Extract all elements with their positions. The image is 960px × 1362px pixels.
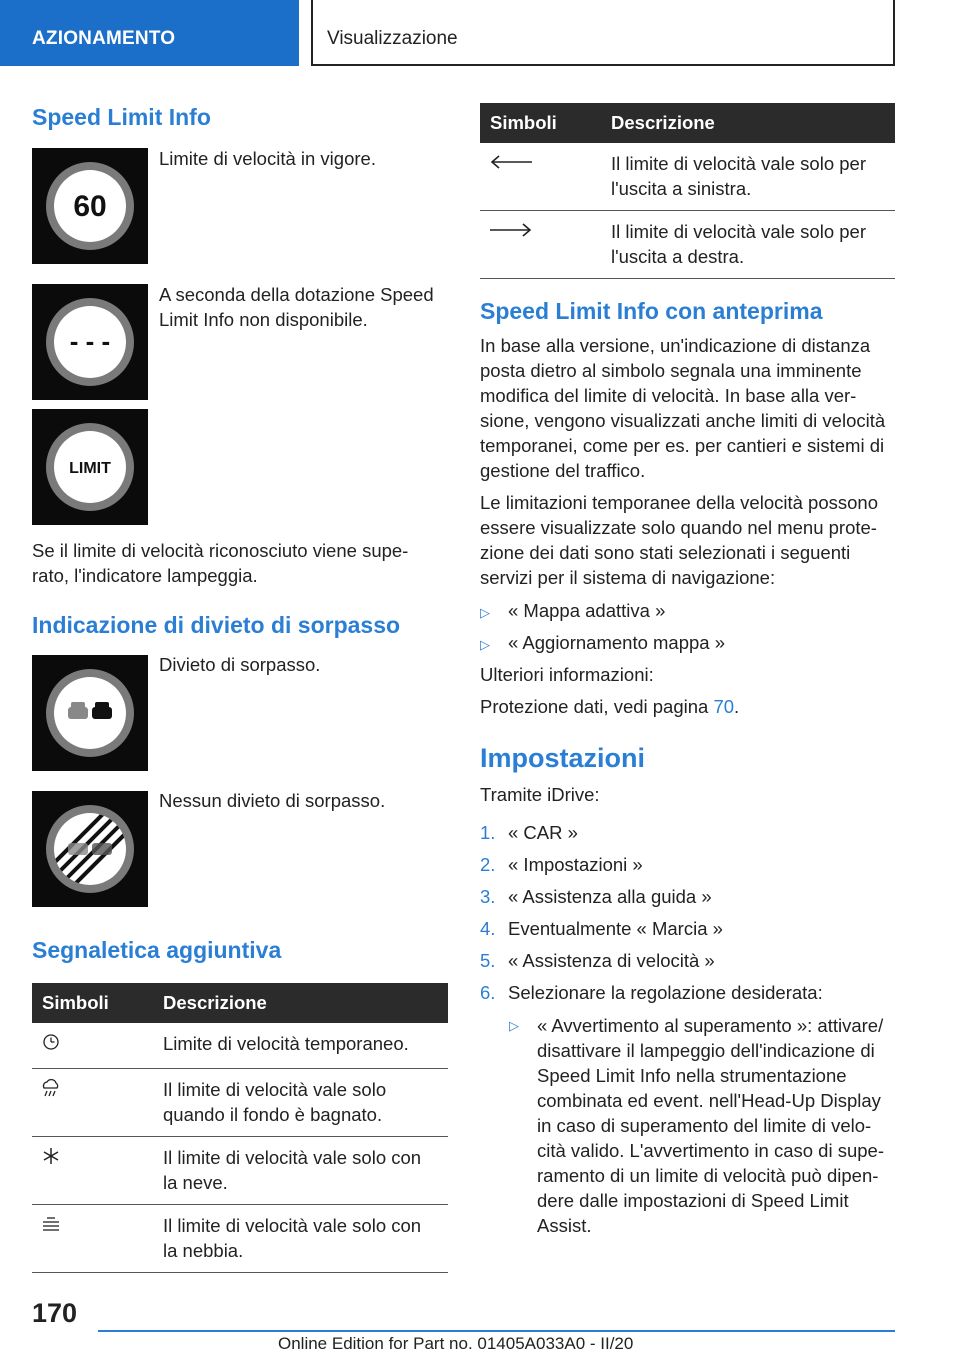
additional-signs-table [32,983,448,1273]
limit-flash-sign-image [32,409,148,525]
step-number: 4. [480,918,496,939]
table-header-description: Descrizione [601,103,895,143]
list-item [480,630,725,657]
bullet-text: « Aggiornamento mappa » [508,632,726,653]
row-description-line2: l'uscita a sinistra. [611,178,752,199]
step-item [480,948,715,973]
sign-dashes-value: - - - [69,326,111,356]
end-no-overtaking-sign-image [32,791,148,907]
text-line: cità valido. L'avvertimento in caso di supe- [537,1140,884,1161]
sign2-description [159,282,434,332]
sign2-description-line1: A seconda della dotazione Speed [159,284,434,305]
text-line: dere dalle impostazioni di Speed Limit [537,1190,849,1211]
page-70-link[interactable]: 70 [713,696,735,717]
text-line: posta dietro al simbolo segnala una imminente [480,360,862,381]
table-header-symbols: Simboli [480,103,601,143]
flash-line2: rato, l'indicatore lampeggia. [32,565,258,586]
step-text: « Impostazioni » [508,854,643,875]
step-number: 1. [480,822,496,843]
sign2-description-line2: Limit Info non disponibile. [159,309,368,330]
privacy-reference [480,694,739,719]
row-description-line1: Il limite di velocità vale solo per [611,221,866,242]
table-row [32,1069,448,1137]
additional-signs-heading: Segnaletica aggiuntiva [32,937,282,963]
step-item [480,916,723,941]
rain-cloud-icon [38,1077,64,1099]
text-line: sione, vengono visualizzati anche limiti di velocità [480,410,886,431]
page-number: 170 [32,1298,78,1328]
privacy-end: . [734,696,740,717]
step-number: 3. [480,886,496,907]
speed-limit-unavailable-sign-image [32,284,148,400]
fog-icon [38,1213,64,1235]
overtaking-heading: Indicazione di divieto di sorpasso [32,612,401,638]
text-line: In base alla versione, un'indicazione di distanza [480,335,871,356]
exit-signs-table [480,103,895,279]
row-description-line2: quando il fondo è bagnato. [163,1104,383,1125]
table-row [480,211,895,279]
privacy-text: Protezione dati, vedi pagina [480,696,714,717]
table-row [480,143,895,211]
step-text: « CAR » [508,822,578,843]
sign1-description: Limite di velocità in vigore. [159,148,376,169]
text-line: disattivare il lampeggio dell'indicazione di [537,1040,875,1061]
row-description-line1: Il limite di velocità vale solo [163,1079,387,1100]
row-description-line2: la neve. [163,1172,228,1193]
footer-divider [98,1330,895,1332]
text-line: servizi per il sistema di navigazione: [480,567,776,588]
bullet-triangle-icon: ▷ [480,637,490,652]
text-line: temporanei, come per es. per cantieri e sistemi di [480,435,885,456]
flash-paragraph [32,538,408,588]
car-right-icon [92,702,112,719]
text-line: gestione del traffico. [480,460,646,481]
step-number: 2. [480,854,496,875]
step-number: 5. [480,950,496,971]
preview-paragraph-2 [480,490,878,590]
row-description-line2: la nebbia. [163,1240,244,1261]
clock-icon [38,1031,64,1053]
step-item [480,820,578,845]
step-item [480,980,823,1005]
sub-bullet-text [537,1013,884,1238]
arrow-left-icon [486,151,536,173]
text-line: Assist. [537,1215,592,1236]
step-item [480,852,643,877]
page-title: Visualizzazione [311,0,895,66]
row-description-line2: l'uscita a destra. [611,246,745,267]
row-description-line1: Il limite di velocità vale solo per [611,153,866,174]
table-row [32,1205,448,1273]
end-no-overtaking-description: Nessun divieto di sorpasso. [159,790,386,811]
preview-paragraph-1 [480,333,885,483]
text-line: « Avvertimento al superamento »: attivare/ [537,1015,884,1036]
text-line: combinata ed event. nell'Head-Up Display [537,1090,881,1111]
bullet-text: « Mappa adattiva » [508,600,666,621]
preview-heading: Speed Limit Info con anteprima [480,298,823,324]
sign-limit-value: LIMIT [69,460,111,477]
step-text: Eventualmente « Marcia » [508,918,723,939]
flash-line1: Se il limite di velocità riconosciuto viene supe- [32,540,409,561]
text-line: Le limitazioni temporanee della velocità possono [480,492,878,513]
table-header-symbols: Simboli [32,983,153,1023]
step-number: 6. [480,982,496,1003]
bullet-triangle-icon: ▷ [509,1018,519,1033]
step-text: « Assistenza di velocità » [508,950,715,971]
no-overtaking-sign-image [32,655,148,771]
row-description: Limite di velocità temporaneo. [163,1033,409,1054]
text-line: modifica del limite di velocità. In base alla ver- [480,385,857,406]
step-text: « Assistenza alla guida » [508,886,712,907]
text-line: zione dei dati sono stati selezionati i seguenti [480,542,851,563]
text-line: essere visualizzate solo quando nel menu prote- [480,517,877,538]
sign-60-value: 60 [73,190,107,223]
bullet-triangle-icon: ▷ [480,605,490,620]
text-line: Speed Limit Info nella strumentazione [537,1065,847,1086]
section-tab: AZIONAMENTO [0,0,299,66]
speed-limit-60-sign-image [32,148,148,264]
list-item [480,598,665,625]
sub-bullet-item [509,1013,884,1238]
footer-edition: Online Edition for Part no. 01405A033A0 - II/20 [278,1334,634,1353]
table-header-description: Descrizione [153,983,448,1023]
text-line: ramento di un limite di velocità può dipen- [537,1165,879,1186]
snowflake-icon [38,1145,64,1167]
row-description-line1: Il limite di velocità vale solo con [163,1147,422,1168]
car-left-icon [68,702,88,719]
settings-intro: Tramite iDrive: [480,784,600,805]
arrow-right-icon [486,219,536,241]
no-overtaking-description: Divieto di sorpasso. [159,654,321,675]
speed-limit-info-heading: Speed Limit Info [32,104,211,130]
table-row [32,1137,448,1205]
more-info-label: Ulteriori informazioni: [480,664,654,685]
settings-heading: Impostazioni [480,743,646,773]
row-description-line1: Il limite di velocità vale solo con [163,1215,422,1236]
step-item [480,884,712,909]
text-line: in caso di superamento del limite di velo- [537,1115,872,1136]
table-row [32,1023,448,1069]
step-text: Selezionare la regolazione desiderata: [508,982,823,1003]
